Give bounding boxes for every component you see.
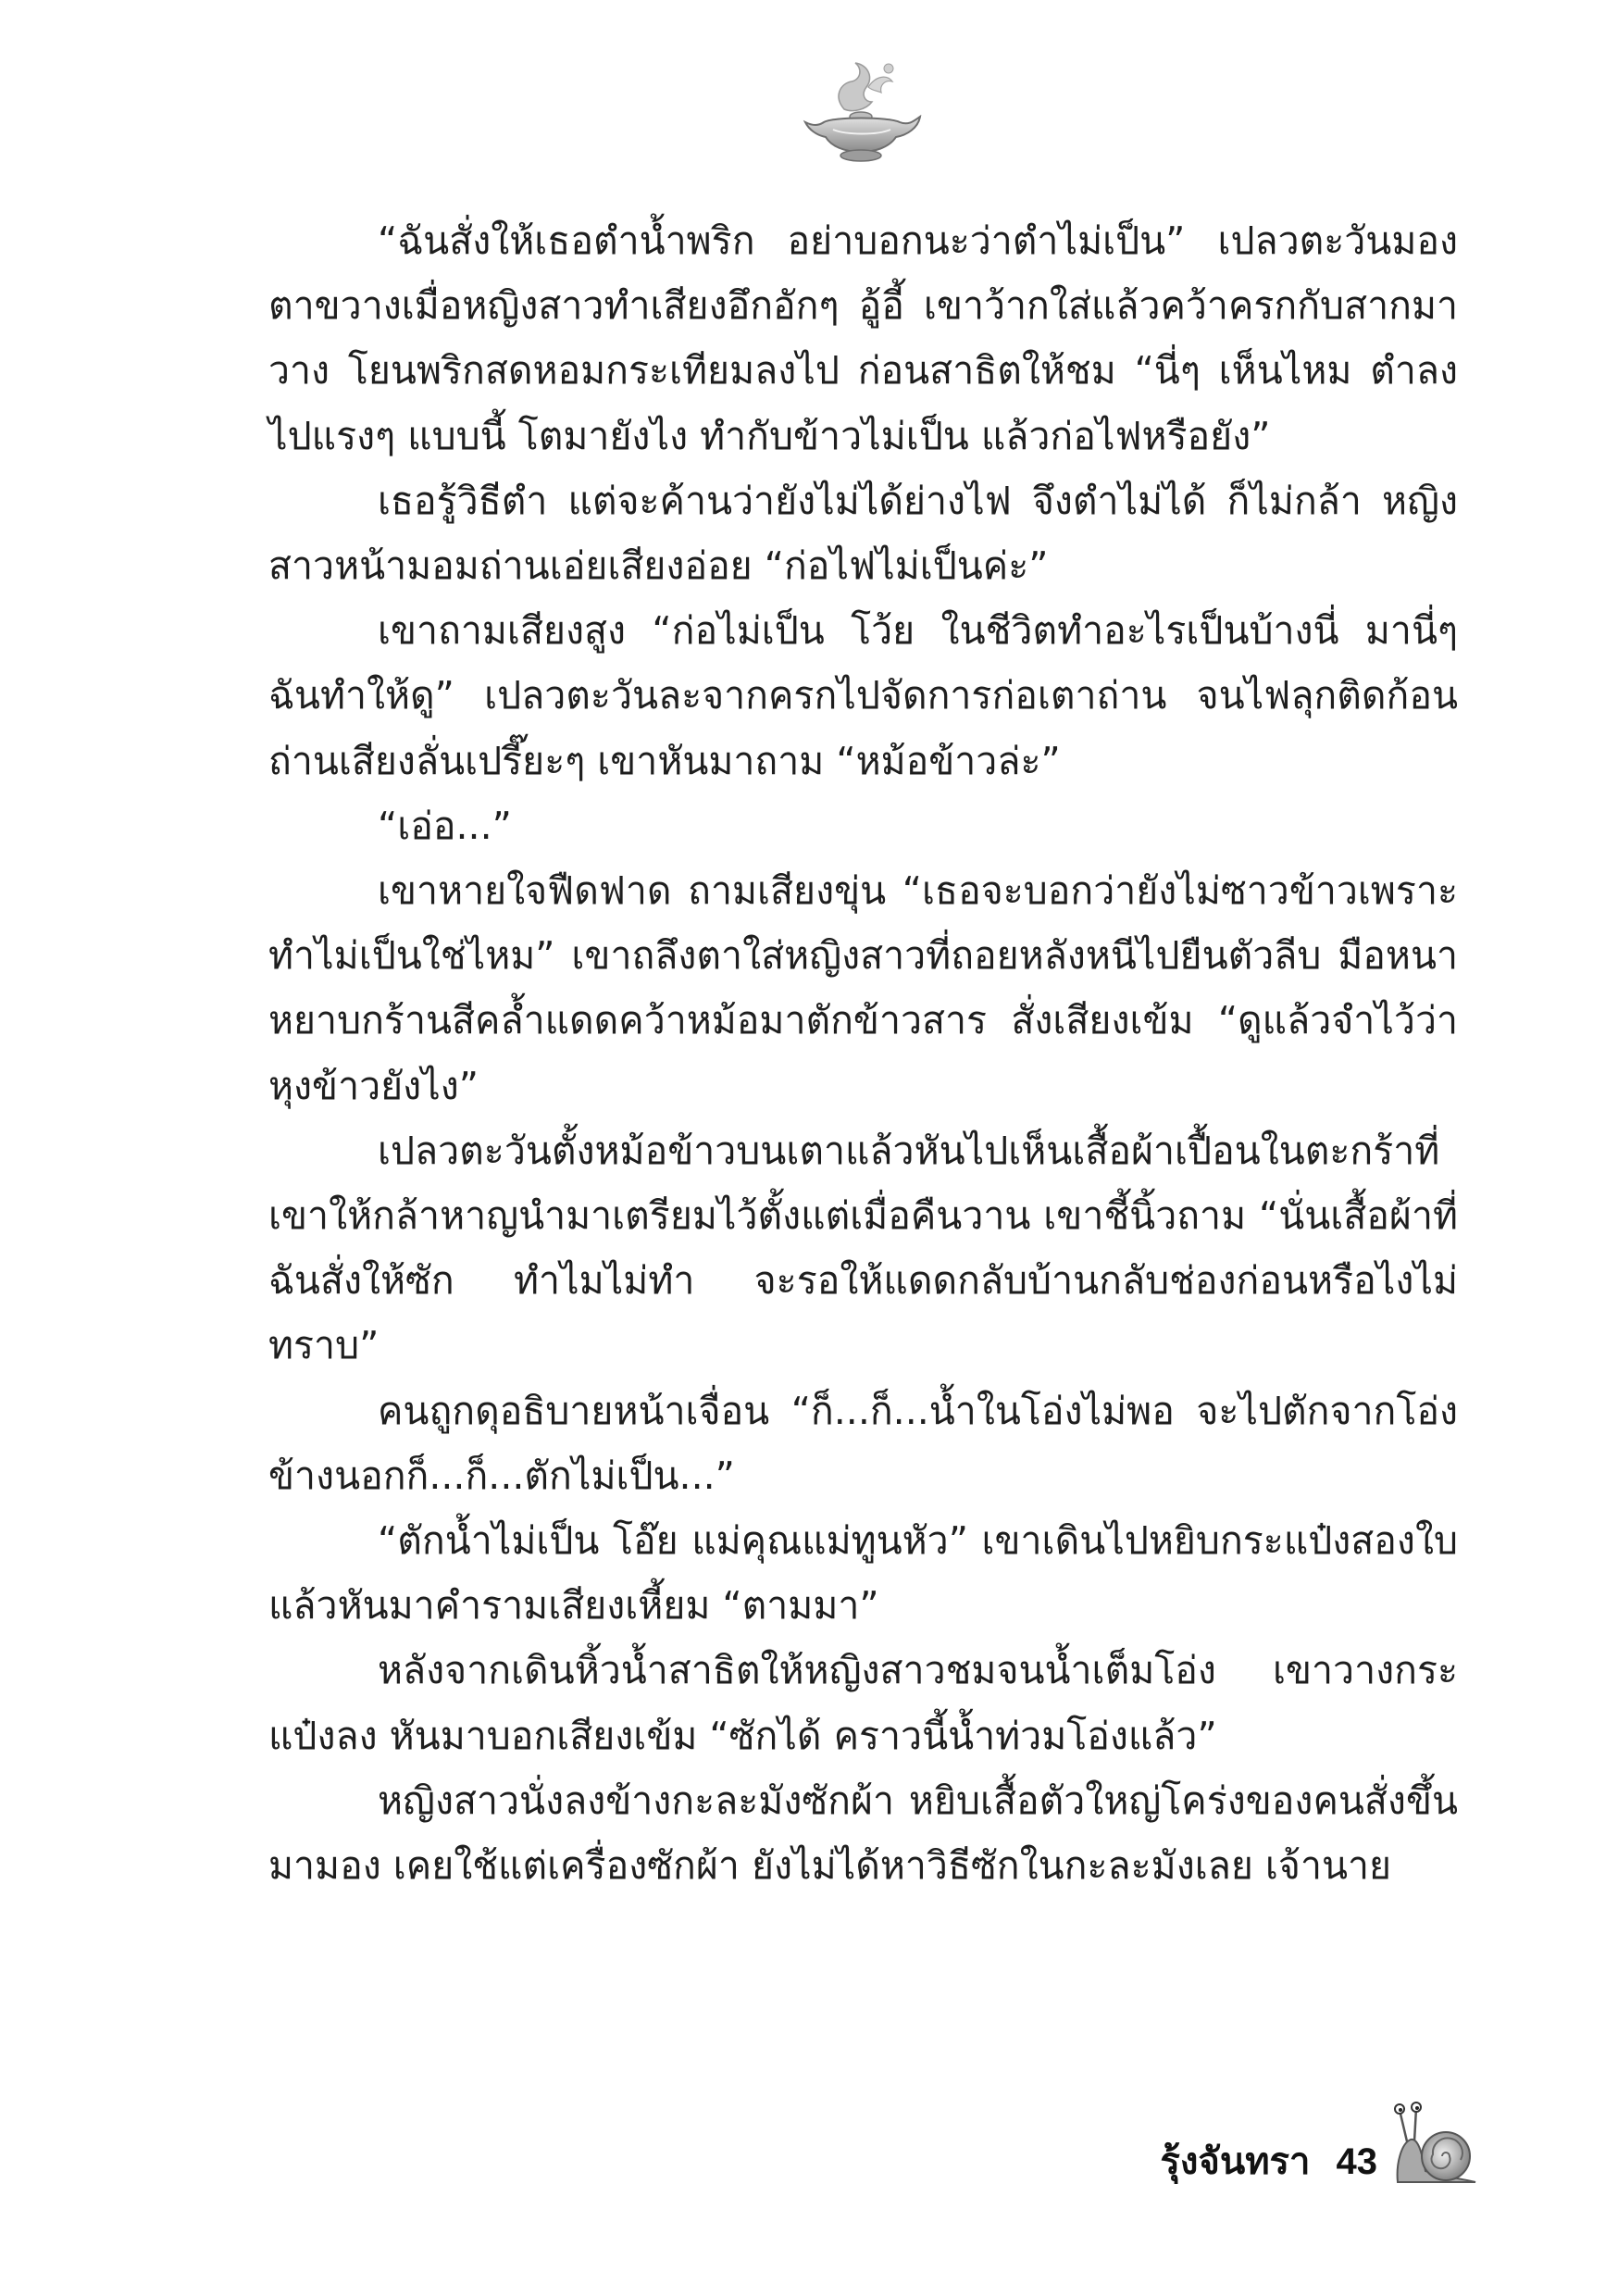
paragraph: เขาหายใจฟืดฟาด ถามเสียงขุ่น “เธอจะบอกว่ายังไม่ซาวข้าวเพราะทำไม่เป็นใช่ไหม” เขาถลึงตาใส่หญิงสาวที่ถอยหลังหนีไปยืนตัวลีบ มือหนาหยาบกร้านสีคล้ำแดดคว้าหม้อมาตักข้าวสาร สั่งเสียงเข้ม “ดูแล้วจำไว้ว่าหุงข้าวยังไง” [268, 868, 1458, 1108]
paragraph: เธอรู้วิธีตำ แต่จะค้านว่ายังไม่ได้ย่างไฟ จึงตำไม่ได้ ก็ไม่กล้า หญิงสาวหน้ามอมถ่านเอ่ยเสียงอ่อย “ก่อไฟไม่เป็นค่ะ” [268, 478, 1458, 589]
paragraph: “เอ่อ...” [378, 803, 512, 848]
paragraph: หลังจากเดินหิ้วน้ำสาธิตให้หญิงสาวชมจนน้ำเต็มโอ่ง เขาวางกระแป๋งลง หันมาบอกเสียงเข้ม “ซักได้ คราวนี้น้ำท่วมโอ่งแล้ว” [268, 1648, 1458, 1758]
body-text [268, 208, 1458, 1898]
page-number: 43 [1336, 2141, 1377, 2182]
paragraph: “ฉันสั่งให้เธอตำน้ำพริก อย่าบอกนะว่าตำไม่เป็น” เปลวตะวันมองตาขวางเมื่อหญิงสาวทำเสียงอึกอักๆ อู้อี้ เขาว้ากใส่แล้วคว้าครกกับสากมาวาง โยนพริกสดหอมกระเทียมลงไป ก่อนสาธิตให้ชม “นี่ๆ เห็นไหม ตำลงไปแรงๆ แบบนี้ โตมายังไง ทำกับข้าวไม่เป็น แล้วก่อไฟหรือยัง” [268, 218, 1458, 458]
genie-lamp-icon [796, 56, 926, 167]
paragraph: คนถูกดุอธิบายหน้าเจื่อน “ก็...ก็...น้ำในโอ่งไม่พอ จะไปตักจากโอ่งข้างนอกก็...ก็...ตักไม่เป็น...” [268, 1388, 1458, 1498]
page-footer [1160, 2088, 1479, 2190]
paragraph: เขาถามเสียงสูง “ก่อไม่เป็น โว้ย ในชีวิตทำอะไรเป็นบ้างนี่ มานี่ๆ ฉันทำให้ดู” เปลวตะวันละจากครกไปจัดการก่อเตาถ่าน จนไฟลุกติดก้อนถ่านเสียงลั่นเปรี๊ยะๆ เขาหันมาถาม “หม้อข้าวล่ะ” [268, 608, 1458, 783]
paragraph: หญิงสาวนั่งลงข้างกะละมังซักผ้า หยิบเสื้อตัวใหญ่โคร่งของคนสั่งขึ้นมามอง เคยใช้แต่เครื่องซักผ้า ยังไม่ได้หาวิธีซักในกะละมังเลย เจ้านาย [268, 1778, 1458, 1889]
book-title: รุ้งจันทรา [1160, 2140, 1311, 2183]
snail-icon [1387, 2097, 1479, 2190]
paragraph: “ตักน้ำไม่เป็น โอ๊ย แม่คุณแม่ทูนหัว” เขาเดินไปหยิบกระแป๋งสองใบแล้วหันมาคำรามเสียงเหี้ยม “ตามมา” [268, 1518, 1458, 1628]
paragraph: เปลวตะวันตั้งหม้อข้าวบนเตาแล้วหันไปเห็นเสื้อผ้าเปื้อนในตะกร้าที่เขาให้กล้าหาญนำมาเตรียมไว้ตั้งแต่เมื่อคืนวาน เขาชี้นิ้วถาม “นั่นเสื้อผ้าที่ฉันสั่งให้ซัก ทำไมไม่ทำ จะรอให้แดดกลับบ้านกลับช่องก่อนหรือไงไม่ทราบ” [268, 1128, 1458, 1368]
